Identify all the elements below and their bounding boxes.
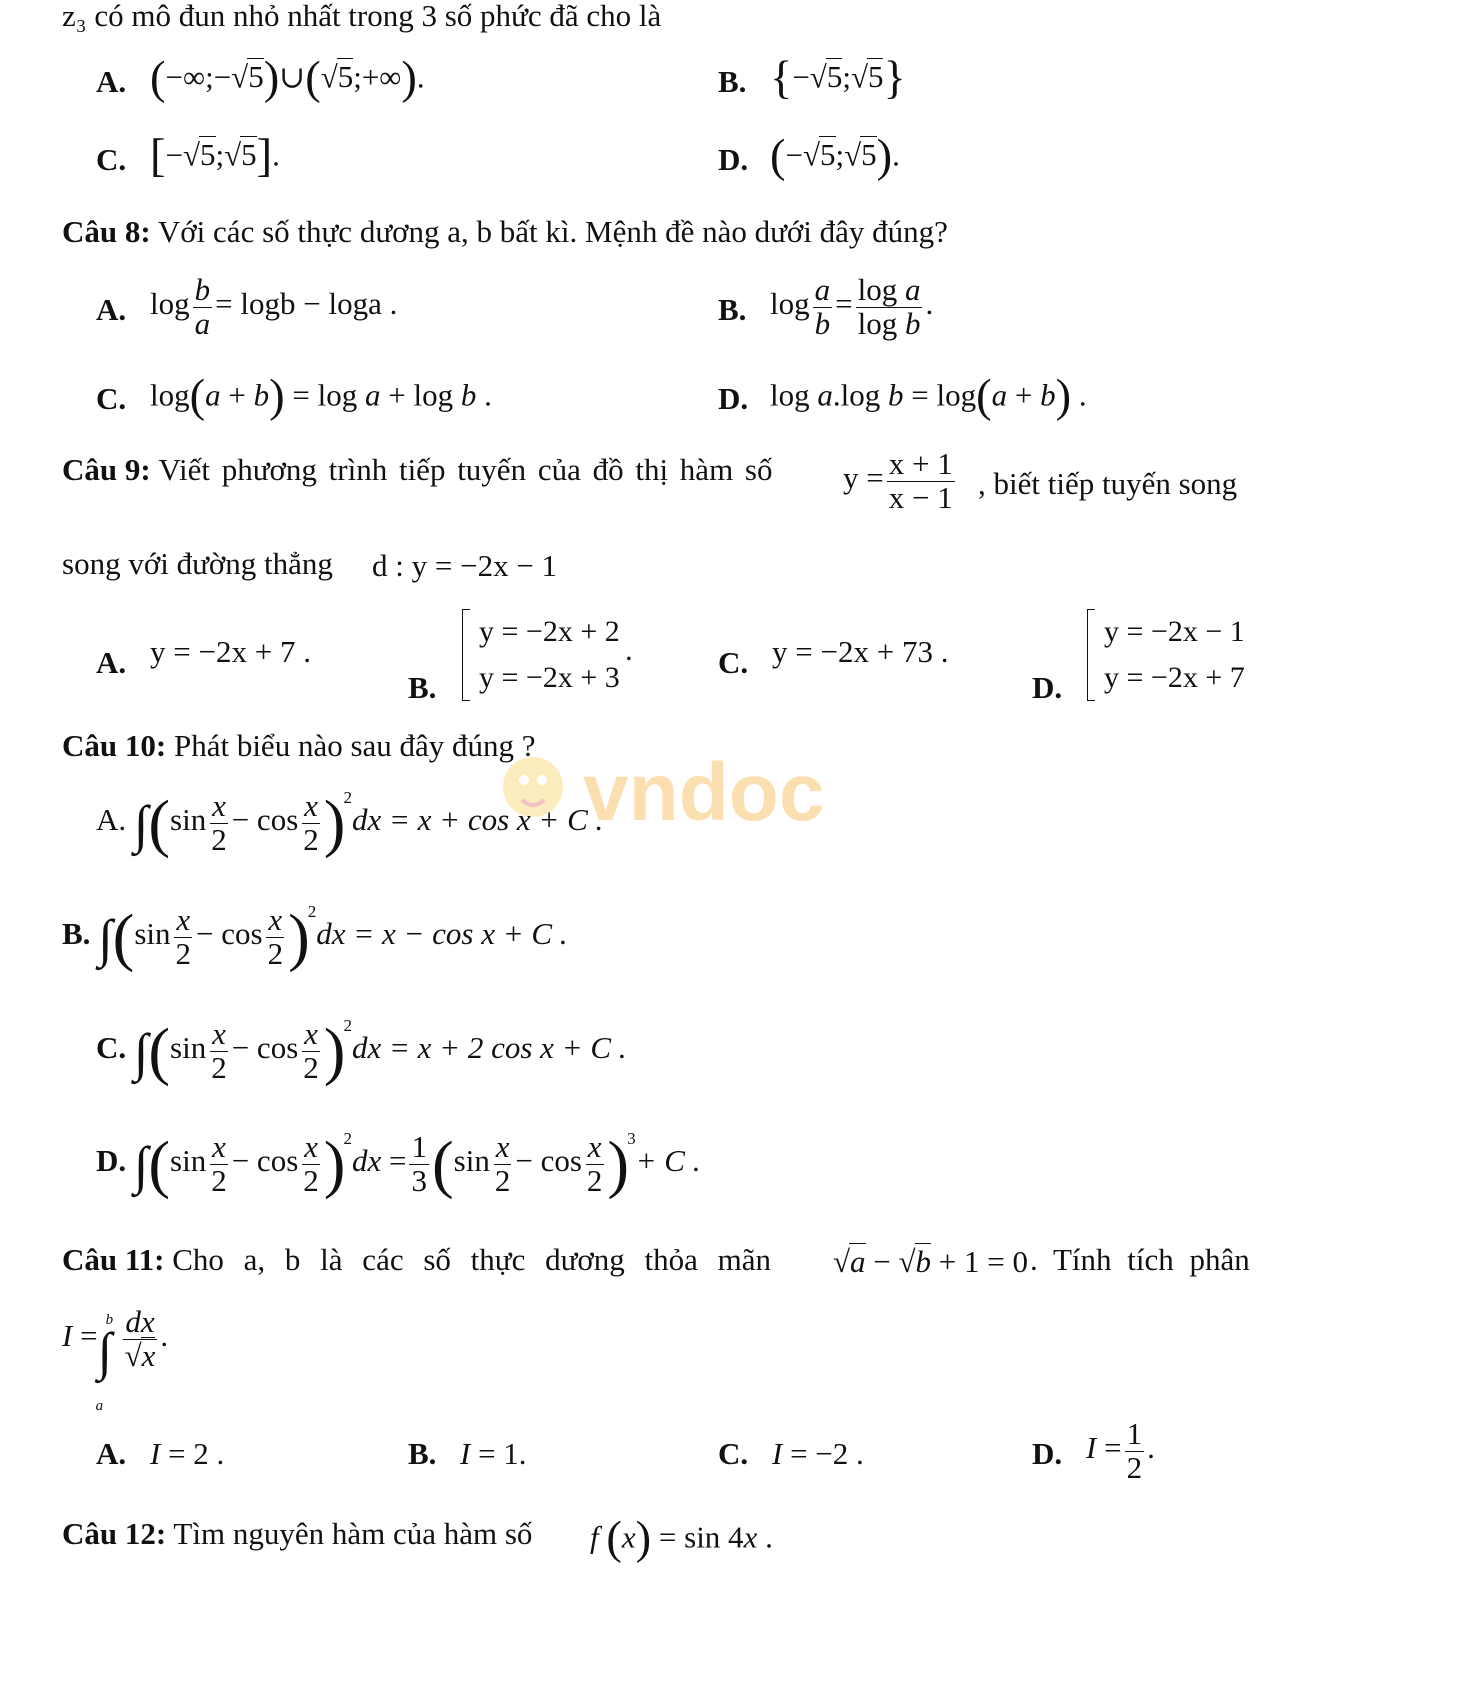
q11-option-b-expr: I = 1. bbox=[460, 1436, 527, 1471]
question-10 bbox=[62, 728, 536, 764]
q9-option-c-expr: y = −2x + 73 . bbox=[772, 634, 949, 669]
option-d-label: D. bbox=[718, 142, 749, 177]
question-10-number: Câu 10: bbox=[62, 728, 167, 763]
question-9-line2: song với đường thẳng bbox=[62, 546, 333, 581]
q8-option-b-label: B. bbox=[718, 292, 747, 327]
q8-option-d-label: D. bbox=[718, 381, 749, 416]
option-a-interval: (−∞;−√5)∪(√5;+∞). bbox=[150, 53, 425, 104]
question-12-function: f (x) = sin 4x . bbox=[590, 1513, 773, 1564]
q9-option-d-label: D. bbox=[1032, 670, 1063, 705]
question-9-number: Câu 9: bbox=[62, 452, 151, 487]
q8-option-c-expr: log(a + b) = log a + log b . bbox=[150, 371, 492, 422]
q9-option-a-label: A. bbox=[96, 645, 127, 680]
q10-option-b: B. ∫(sin $\frac{x}{2}$ − cos $\frac{x}{2}$ )$^2$dx = x − cos x + C . bbox=[62, 901, 568, 974]
option-a-label: A. bbox=[96, 64, 127, 99]
question-8-number: Câu 8: bbox=[62, 214, 151, 249]
option-c-label: C. bbox=[96, 142, 127, 177]
q8-option-c-label: C. bbox=[96, 381, 127, 416]
question-12 bbox=[62, 1516, 532, 1552]
q8-option-a-label: A. bbox=[96, 292, 127, 327]
q10-option-a-rhs: dx = x + cos x + C . bbox=[351, 802, 604, 838]
question-9-function: y = $\frac{x + 1}{x - 1}$ bbox=[843, 446, 953, 515]
q9-option-c-label: C. bbox=[718, 645, 749, 680]
q10-option-c: C. ∫(sin $\frac{x}{2}$ − cos $\frac{x}{2}$ )$^2$dx = x + 2 cos x + C . bbox=[96, 1015, 627, 1088]
q11-option-c-expr: I = −2 . bbox=[772, 1436, 864, 1471]
question-12-number: Câu 12: bbox=[62, 1516, 167, 1551]
question-10-text: Phát biểu nào sau đây đúng ? bbox=[173, 728, 536, 763]
q11-option-b-label: B. bbox=[408, 1436, 437, 1471]
question-12-text: Tìm nguyên hàm của hàm số bbox=[173, 1516, 533, 1551]
question-11-condition: √a − √b + 1 = 0 bbox=[833, 1244, 1028, 1279]
q10-option-b-label: B. bbox=[62, 916, 91, 952]
q8-option-a-expr: log $\frac{b}{a}$ = logb − loga . bbox=[150, 272, 398, 341]
q10-option-b-rhs: dx = x − cos x + C . bbox=[316, 916, 568, 952]
option-d-interval: (−√5;√5). bbox=[770, 131, 900, 182]
option-b-set: {−√5;√5} bbox=[770, 53, 906, 104]
question-11 bbox=[62, 1242, 771, 1278]
q10-option-d-rhs: + C . bbox=[635, 1143, 701, 1179]
q11-option-d-expr: I = $\frac{1}{2}$ . bbox=[1086, 1416, 1155, 1485]
question-11-integral: I = ∫ b a $\frac{dx}{√x}$ . bbox=[62, 1304, 169, 1415]
q9-option-b-tail: . bbox=[625, 632, 633, 667]
q11-option-a-expr: I = 2 . bbox=[150, 1436, 225, 1471]
option-c-interval: [−√5;√5]. bbox=[150, 131, 280, 182]
q10-option-a: A. ∫(sin $\frac{x}{2}$ − cos $\frac{x}{2}$ )$^2$dx = x + cos x + C . bbox=[96, 787, 604, 860]
q10-option-d: D. ∫(sin $\frac{x}{2}$ − cos $\frac{x}{2}$ )$^2$dx = $\frac{1}{3}$ (sin $\frac{x}{2}$ − cos $\frac{x}{2}$ )$^3$+ C . bbox=[96, 1128, 701, 1201]
q9-option-b-system: y = −2x + 2 y = −2x + 3 bbox=[462, 609, 620, 701]
question-9-line-d: d : y = −2x − 1 bbox=[372, 548, 558, 583]
q10-option-c-rhs: dx = x + 2 cos x + C . bbox=[351, 1030, 627, 1066]
q10-option-a-label: A. bbox=[96, 802, 127, 838]
option-b-label: B. bbox=[718, 64, 747, 99]
question-11-text-continued: . Tính tích phân bbox=[1030, 1242, 1250, 1277]
q9-option-d-system: y = −2x − 1 y = −2x + 7 bbox=[1087, 609, 1245, 701]
q10-option-d-label: D. bbox=[96, 1143, 127, 1179]
q9-option-a-expr: y = −2x + 7 . bbox=[150, 634, 311, 669]
q9-option-b-label: B. bbox=[408, 670, 437, 705]
q11-option-c-label: C. bbox=[718, 1436, 749, 1471]
q8-option-d-expr: log a.log b = log(a + b) . bbox=[770, 371, 1087, 422]
question-8 bbox=[62, 214, 948, 250]
q10-option-c-label: C. bbox=[96, 1030, 127, 1066]
previous-question-tail: z₃ có mô đun nhỏ nhất trong 3 số phức đã cho là bbox=[62, 0, 662, 33]
question-11-text: Cho a, b là các số thực dương thỏa mãn bbox=[172, 1242, 772, 1277]
q8-option-b-expr: log $\frac{a}{b}$ = $\frac{\text{log a}}{\text{log b}}$ . bbox=[770, 272, 934, 341]
q11-option-d-label: D. bbox=[1032, 1436, 1063, 1471]
question-11-number: Câu 11: bbox=[62, 1242, 165, 1277]
question-9-text-continued: , biết tiếp tuyến song bbox=[978, 466, 1238, 501]
question-8-text: Với các số thực dương a, b bất kì. Mệnh đề nào dưới đây đúng? bbox=[157, 214, 948, 249]
question-9-text: Viết phương trình tiếp tuyến của đồ thị hàm số bbox=[158, 452, 773, 487]
watermark-text: vndoc bbox=[583, 747, 825, 838]
q11-option-a-label: A. bbox=[96, 1436, 127, 1471]
